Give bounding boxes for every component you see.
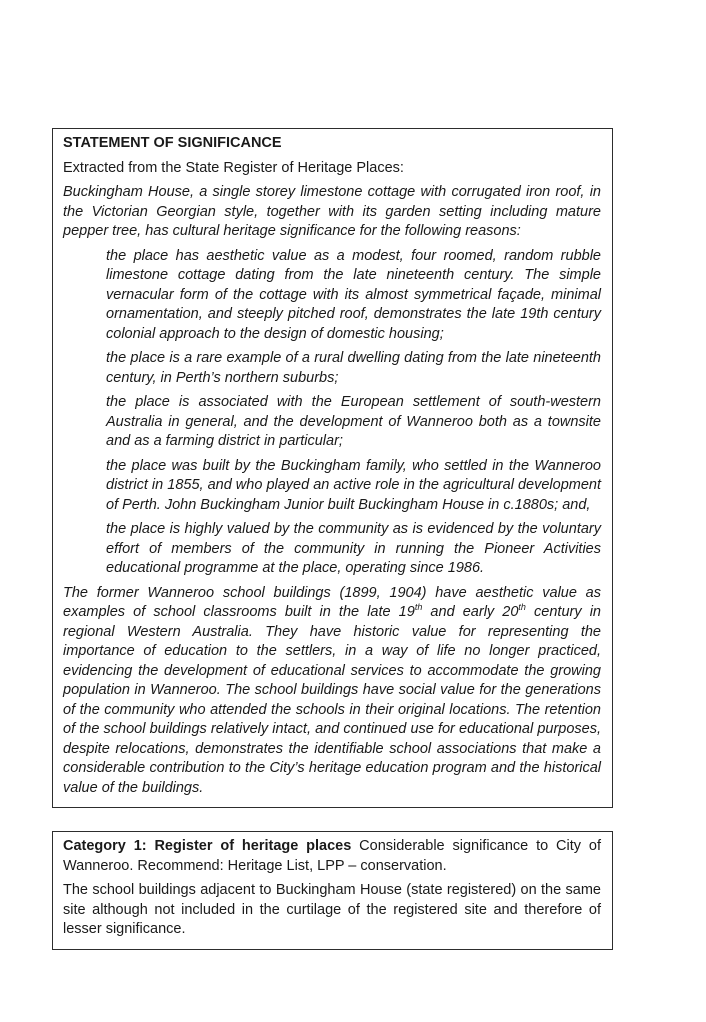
reason-community-value: the place is highly valued by the community as is evidenced by the voluntary effort of members of the community in running the Pioneer Activities educational programme at the place, operating since 1986. [106, 521, 601, 576]
category-heading-bold: Category 1: Register of heritage places [63, 838, 352, 854]
statement-of-significance-box [52, 128, 613, 808]
box-spacer [52, 808, 706, 831]
category-heading-rest: Considerable significance to City of Wanneroo. Recommend: Heritage List, LPP – conservation. [63, 838, 601, 874]
closing-text-part3: century in regional Western Australia. They have historic value for representing the importance of education to the settlers, in a way of life no longer practiced, evidencing the development of educational services to accommodate the growing population in Wanneroo. The school buildings have social value for the generations of the community who attended the schools in their original locations. The retention of the school buildings relatively intact, and continued use for educational purposes, despite relocations, demonstrates the identifiable school associations that make a considerable contribution to the City’s heritage education program and the historical value of the buildings. [63, 604, 601, 796]
statement-box-subtitle: Extracted from the State Register of Heritage Places: [63, 159, 404, 176]
category-body-paragraph: The school buildings adjacent to Buckingham House (state registered) on the same site although not included in the curtilage of the registered site and therefore of lesser significance. [63, 882, 601, 937]
category-box [52, 831, 613, 950]
school-buildings-closing-paragraph [63, 584, 601, 799]
statement-box-title: STATEMENT OF SIGNIFICANCE [63, 135, 282, 151]
category-heading-paragraph [63, 837, 601, 876]
closing-text-part1: The former Wanneroo school buildings (1899, 1904) have aesthetic value as examples of school classrooms built in the late 19 [63, 584, 601, 620]
closing-superscript-th-1: th [414, 602, 423, 613]
reason-rare-example: the place is a rare example of a rural dwelling dating from the late nineteenth century, in Perth’s northern suburbs; [106, 350, 601, 386]
reason-buckingham-family: the place was built by the Buckingham family, who settled in the Wanneroo district in 1855, and who played an active role in the agricultural development of Perth. John Buckingham Junior built Buckingham House in c.1880s; and, [106, 457, 601, 513]
statement-intro-paragraph: Buckingham House, a single storey limestone cottage with corrugated iron roof, in the Victorian Georgian style, together with its garden setting including mature pepper tree, has cultural heritage significance for the following reasons: [63, 184, 601, 239]
closing-superscript-th-2: th [518, 602, 526, 613]
reason-aesthetic-value: the place has aesthetic value as a modest, four roomed, random rubble limestone cottage dating from the late nineteenth century. The simple vernacular form of the cottage with its almost symmetrical façade, minimal ornamentation, and steeply pitched roof, demonstrates the late 19th century colonial approach to the design of domestic housing; [106, 247, 601, 342]
reason-european-settlement: the place is associated with the European settlement of south-western Australia in general, and the development of Wanneroo both as a townsite and as a farming district in particular; [106, 394, 601, 449]
closing-text-part2: and early 20 [422, 604, 519, 620]
